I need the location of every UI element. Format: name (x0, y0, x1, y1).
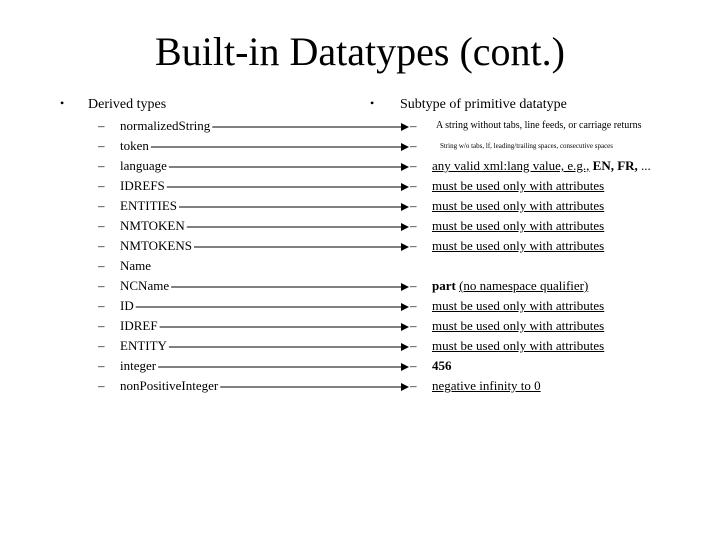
description: must be used only with attributes (432, 318, 605, 333)
dash: – (410, 298, 417, 313)
dash: – (98, 218, 105, 233)
description-strong: part (432, 278, 456, 293)
description: must be used only with attributes (432, 198, 605, 213)
type-name: language (120, 158, 167, 173)
dash: – (98, 378, 105, 393)
type-name: integer (120, 358, 157, 373)
left-bullet: • (60, 96, 65, 110)
type-name: IDREF (120, 318, 158, 333)
type-name: nonPositiveInteger (120, 378, 219, 393)
left-heading: Derived types (88, 97, 167, 112)
dash: – (98, 258, 105, 273)
dash: – (410, 178, 417, 193)
dash: – (410, 218, 417, 233)
dash: – (410, 338, 417, 353)
dash: – (410, 158, 417, 173)
type-name: token (120, 138, 149, 153)
dash: – (98, 358, 105, 373)
description-text: any valid xml:lang value, e.g., (432, 158, 590, 173)
dash: – (98, 138, 105, 153)
description: must be used only with attributes (432, 238, 605, 253)
type-name: NMTOKENS (120, 238, 192, 253)
right-heading: Subtype of primitive datatype (400, 97, 567, 112)
type-name: ID (120, 298, 134, 313)
dash: – (410, 318, 417, 333)
dash: – (98, 278, 105, 293)
description: must be used only with attributes (432, 298, 605, 313)
type-name: ENTITY (120, 338, 167, 353)
dash: – (410, 198, 417, 213)
description-tail: ... (641, 158, 651, 173)
dash: – (410, 118, 417, 133)
dash: – (98, 198, 105, 213)
description: A string without tabs, line feeds, or carriage returns (436, 120, 642, 131)
dash: – (98, 338, 105, 353)
description: String w/o tabs, lf, leading/trailing spaces, consecutive spaces (440, 142, 614, 150)
description: must be used only with attributes (432, 338, 605, 353)
dash: – (98, 178, 105, 193)
description-text: (no namespace qualifier) (459, 278, 589, 293)
dash: – (410, 358, 417, 373)
dash: – (98, 238, 105, 253)
right-bullet: • (370, 96, 375, 110)
dash: – (98, 118, 105, 133)
dash: – (98, 318, 105, 333)
dash: – (410, 278, 417, 293)
description: 456 (432, 358, 452, 373)
description: negative infinity to 0 (432, 378, 541, 393)
dash: – (410, 238, 417, 253)
type-name: normalizedString (120, 118, 211, 133)
description: must be used only with attributes (432, 218, 605, 233)
type-name: NCName (120, 278, 170, 293)
dash: – (410, 378, 417, 393)
slide-title: Built-in Datatypes (cont.) (155, 29, 565, 74)
dash: – (410, 138, 417, 153)
dash: – (98, 298, 105, 313)
type-name: Name (120, 258, 152, 273)
type-name: IDREFS (120, 178, 165, 193)
dash: – (98, 158, 105, 173)
type-name: NMTOKEN (120, 218, 185, 233)
type-name: ENTITIES (120, 198, 178, 213)
description: must be used only with attributes (432, 178, 605, 193)
description-strong: EN, FR, (592, 158, 638, 173)
